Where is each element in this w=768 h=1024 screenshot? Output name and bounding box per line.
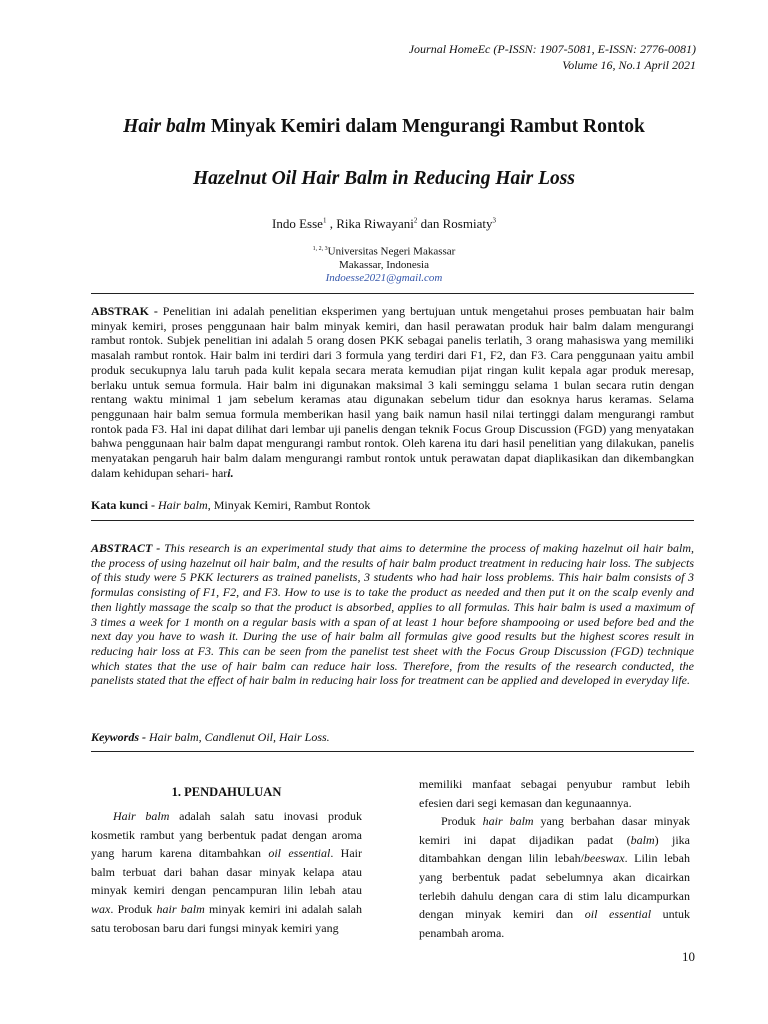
affiliation-city: Makassar, Indonesia: [339, 258, 429, 271]
term-hair-balm: hair balm: [482, 814, 534, 829]
divider-bottom: [91, 751, 694, 752]
affiliation-university: Universitas Negeri Makassar: [327, 245, 456, 258]
term-oil-essential: oil essential: [584, 907, 652, 922]
page-number: 10: [682, 949, 695, 964]
intro-text: Produk: [441, 814, 483, 829]
journal-issn: Journal HomeEc (P-ISSN: 1907-5081, E-ISSN: 2776-0081): [408, 42, 696, 56]
abstract-label: ABSTRACT -: [91, 541, 161, 555]
intro-paragraph-2: [419, 812, 690, 942]
intro-paragraph-1: [91, 807, 362, 937]
keywords-body: Hair balm, Candlenut Oil, Hair Loss.: [146, 730, 330, 744]
intro-text: untuk penambah aroma.: [419, 907, 690, 940]
column-right: [419, 775, 690, 942]
abstract-body: This research is an experimental study that aims to determine the process of making hazelnut oil hair balm, the process of using hazelnut oil hair balm, and the results of hair balm product treatment in reducing hair loss. The subjects of this study were 5 PKK lecturers as trained panelists, 3 students who had hair loss problems. This hair balm consists of 3 formulas consisting of F1, F2, and F3. How to use is to take the product as needed and then put it on the scalp evenly and then lightly massage the scalp so that the product is absorbed, applies to all formulas. This hair balm is used a maximum of 3 times a week for 1 month on a regular basis with a span of at least 1 hour before shampooing or used before bed and the next day you have to wash it. During the use of hair balm all formulas give good results but the highest scores result in reducing hair loss at F3. This can be seen from the panelist test sheet with the Focus Group Discussion (FGD) technique which states that the use of hair balm can reduce hair loss. Therefore, from the results of the research conducted, the panelists stated that the effect of hair balm in reducing hair loss for treatment can be applied and developed in everyday life.: [91, 541, 694, 688]
term-wax: wax: [91, 901, 111, 916]
title-rest: Minyak Kemiri dalam Mengurangi Rambut Rontok: [206, 116, 645, 137]
intro-text: . Produk: [110, 901, 157, 916]
column-left: [91, 807, 362, 937]
author-2-sup: 2: [413, 216, 418, 225]
term-oil-essential: oil essential: [268, 846, 331, 861]
divider-top: [91, 293, 694, 294]
author-1: Indo Esse: [272, 216, 323, 231]
intro-text: . Lilin lebah yang berbentuk padat sebelumnya akan dicairkan terlebih dahulu dengan cara di stim lalu dicampurkan dengan minyak kemiri dan: [419, 851, 690, 922]
author-1-sup: 1: [322, 216, 327, 225]
abstrak-tail: i.: [227, 465, 234, 480]
title-indonesian: [0, 116, 768, 138]
term-balm: balm: [630, 832, 655, 847]
term-hair-balm: Hair balm: [113, 809, 170, 823]
abstrak-paragraph: [91, 304, 694, 480]
author-3-sup: 3: [492, 216, 496, 225]
kata-kunci-line: [91, 498, 694, 513]
author-3: dan Rosmiaty: [417, 216, 493, 231]
journal-header: [409, 41, 696, 73]
intro-text: minyak kemiri ini adalah salah satu terobosan baru dari fungsi minyak kemiri yang: [91, 901, 362, 935]
intro-text: yang berbahan dasar minyak kemiri ini dapat dijadikan padat (: [419, 814, 690, 847]
author-list: [0, 216, 768, 232]
kata-kunci-label: Kata kunci -: [91, 498, 156, 512]
affiliation-sup: 1, 2, 3: [312, 246, 328, 252]
kata-kunci-rest: , Minyak Kemiri, Rambut Rontok: [207, 498, 371, 512]
term-beeswax: beeswax: [583, 851, 625, 866]
author-email-link[interactable]: Indoesse2021@gmail.com: [325, 271, 443, 284]
kata-kunci-italic: Hair balm: [155, 498, 208, 512]
keywords-label: Keywords -: [91, 730, 146, 744]
abstract-paragraph: [91, 541, 694, 688]
intro-text: . Hair balm terbuat dari bahan dasar minyak kelapa atau minyak kemiri dengan pencampuran lilin lebah atau: [91, 846, 362, 898]
abstrak-label: ABSTRAK -: [91, 304, 158, 318]
affiliation: [0, 243, 768, 285]
title-english: Hazelnut Oil Hair Balm in Reducing Hair Loss: [193, 168, 575, 189]
intro-text: ) jika ditambahkan dengan lilin lebah/: [419, 832, 690, 866]
title-italic-part: Hair balm: [123, 116, 207, 137]
term-hair-balm: hair balm: [156, 901, 205, 916]
divider-middle: [91, 520, 694, 521]
author-2: , Rika Riwayani: [326, 216, 414, 231]
journal-volume: Volume 16, No.1 April 2021: [562, 58, 696, 72]
intro-text: adalah salah satu inovasi produk kosmetik rambut yang berbentuk padat dengan aroma yang harum karena ditambahkan: [91, 809, 362, 861]
intro-paragraph-1-continued: memiliki manfaat sebagai penyubur rambut lebih efesien dari segi kemasan dan kegunaannya.: [419, 777, 690, 810]
section-heading: 1. PENDAHULUAN: [171, 785, 282, 799]
keywords-line: [91, 730, 694, 745]
abstrak-body: Penelitian ini adalah penelitian eksperimen yang bertujuan untuk mengetahui proses pembuatan hair balm minyak kemiri, proses penggunaan hair balm minyak kemiri, dan hasil perawatan produk hair balm dalam mengurangi rambut rontok. Subjek penelitian ini adalah 5 orang dosen PKK sebagai panelis terlatih, 3 orang mahasiswa yang memiliki masalah rambut rontok. Hair balm ini terdiri dari 3 formula yang terdiri dari F1, F2, dan F3. Cara penggunaan yaitu ambil produk secukupnya lalu taruh pada kulit kepala secara merata kemudian pijat ringan kulit kepala agar produk meresap, berlaku untuk semua formula. Hair balm ini digunakan maksimal 3 kali seminggu selama 1 bulan secara rutin dengan rentang waktu minimal 1 jam sebelum keramas atau digunakan sebelum tidur dan esoknya harus keramas. Selama penggunaan hair balm semua formula memberikan hasil yang baik namun hasil nilai tertinggi dalam mengurangi rambut rontok pada F3. Hal ini dapat dilihat dari lembar uji panelis dengan teknik Focus Group Discussion (FGD) yang menyatakan bahwa penggunaan hair balm dapat mengurangi rambut rontok. Oleh karena itu dari hasil penelitian yang dilakukan, panelis menyatakan pengaruh hair balm dalam mengurangi rambut rontok untuk perawatan dapat diaplikasikan dan dikembangkan dalam kehidupan sehari- har: [91, 304, 694, 480]
